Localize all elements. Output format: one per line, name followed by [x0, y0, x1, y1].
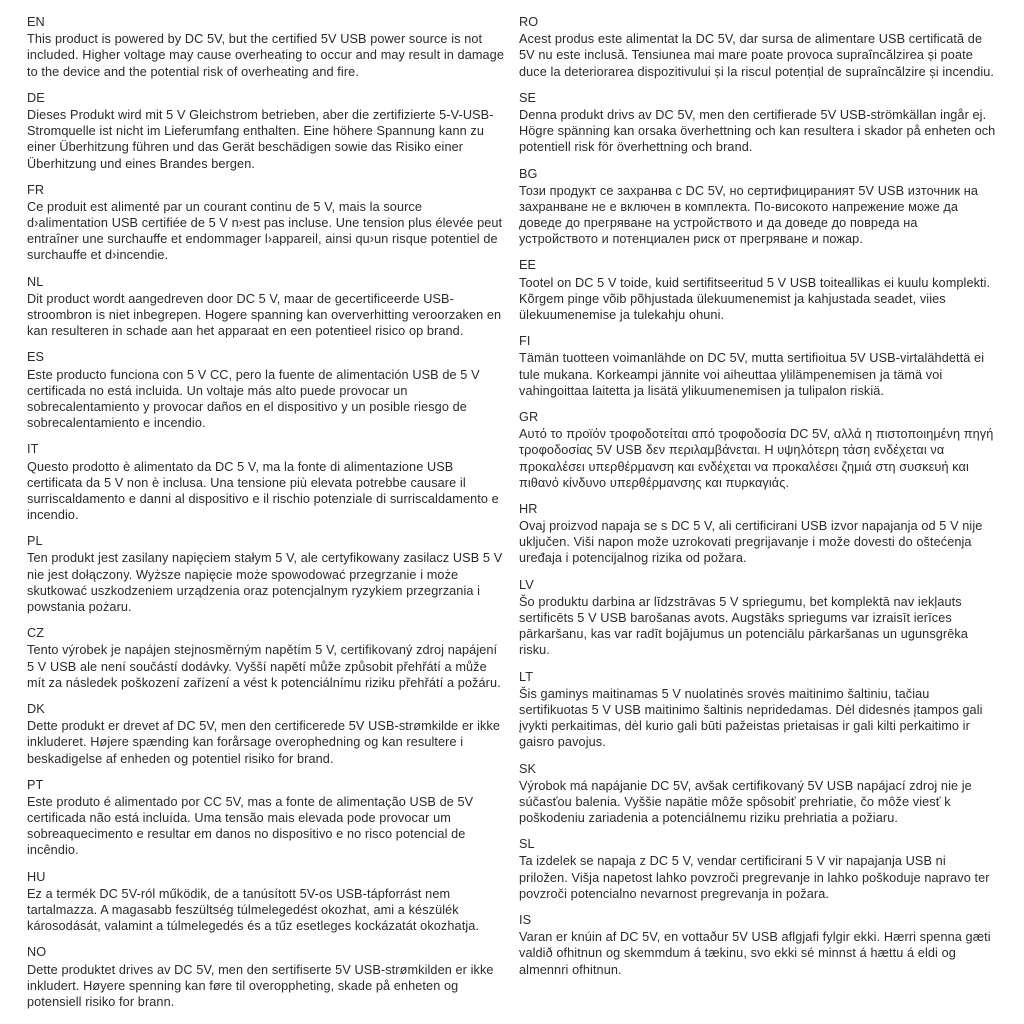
language-section: [27, 625, 505, 691]
language-section: [27, 182, 505, 264]
language-text: Denna produkt drivs av DC 5V, men den certifierade 5V USB-strömkällan ingår ej. Högre spänning kan orsaka överhettning och kan resultera i skador på enheten och potentiell risk för överhettning och brand.: [519, 107, 996, 155]
language-code: BG: [519, 166, 538, 181]
language-code: DE: [27, 90, 45, 105]
language-text: Ta izdelek se napaja z DC 5 V, vendar certificirani 5 V vir napajanja USB ni priložen. Višja napetost lahko povzroči pregrevanje in lahko poškoduje napravo ter povzroči potencialno nevarnost pregrevanja in požara.: [519, 854, 990, 901]
language-code: CZ: [27, 626, 45, 641]
left-column: [27, 14, 505, 1010]
language-section: [27, 944, 505, 1010]
language-text: Този продукт се захранва с DC 5V, но сертифицираният 5V USB източник на захранване не е включен в комплекта. По-високото напрежение може да доведе до прегряване на устройството и да доведе до повреда на устройството и потенциален риск от прегряване и пожар.: [519, 183, 979, 247]
language-code: EE: [519, 258, 537, 273]
language-text: Varan er knúin af DC 5V, en vottaður 5V USB aflgjafi fylgir ekki. Hærri spenna gæti valdið ofhitnun og skemmdum á tækinu, svo ekki sé minnst á hættu á eldi og almennri ofhitnun.: [519, 930, 991, 977]
language-section: [519, 761, 997, 827]
language-code: IT: [27, 442, 39, 457]
language-code: ES: [27, 350, 45, 365]
language-section: [27, 441, 505, 523]
language-text: Šis gaminys maitinamas 5 V nuolatinės srovės maitinimo šaltiniu, tačiau sertifikuotas 5 V USB maitinimo šaltinis nepridedamas. Dėl didesnės įtampos gali įvykti perkaitimas, dėl kurio gali būti pažeistas prietaisas ir gali kilti perkaitimo ir gaisro pavojus.: [519, 686, 983, 750]
language-code: FI: [519, 334, 531, 349]
language-code: HR: [519, 501, 538, 516]
language-code: FR: [27, 182, 45, 197]
language-text: Este produto é alimentado por CC 5V, mas a fonte de alimentação USB de 5V certificada não está incluída. Uma tensão mais elevada pode provocar um sobreaquecimento e resultar em danos no dispositivo e no risco potencial de incêndio.: [27, 794, 474, 858]
language-code: HU: [27, 869, 46, 884]
language-section: [27, 14, 505, 80]
language-text: Dit product wordt aangedreven door DC 5 V, maar de gecertificeerde USB-stroombron is niet inbegrepen. Hogere spanning kan oververhitting veroorzaken en kan resulteren in schade aan het apparaat en een potentieel risico op brand.: [27, 291, 502, 339]
language-section: [27, 701, 505, 767]
language-code: GR: [519, 409, 539, 424]
language-code: NO: [27, 945, 47, 960]
language-text: Ten produkt jest zasilany napięciem stałym 5 V, ale certyfikowany zasilacz USB 5 V nie jest dołączony. Wyższe napięcie może spowodować przegrzanie i może skutkować uszkodzeniem urządzenia oraz potencjalnym ryzykiem przegrzania i powstania pożaru.: [27, 551, 503, 614]
language-code: RO: [519, 15, 539, 29]
language-section: [27, 533, 505, 615]
language-section: [519, 912, 997, 978]
language-code: SL: [519, 837, 535, 852]
language-section: [519, 257, 997, 323]
right-column: [519, 14, 997, 1010]
language-code: EN: [27, 15, 45, 29]
language-text: Tento výrobek je napájen stejnosměrným napětím 5 V, certifikovaný zdroj napájení 5 V USB ale není součástí dodávky. Vyšší napětí může způsobit přehřátí a může mít za následek poškození zařízení a vést k potenciálnímu riziku přehřátí a požáru.: [27, 643, 501, 690]
language-text: Ovaj proizvod napaja se s DC 5 V, ali certificirani USB izvor napajanja od 5 V nije uključen. Viši napon može uzrokovati pregrijavanje i može dovesti do oštećenja uređaja i potencijalnog rizika od požara.: [519, 519, 983, 566]
language-code: PL: [27, 534, 43, 549]
language-text: Questo prodotto è alimentato da DC 5 V, ma la fonte di alimentazione USB certificata da 5 V non è inclusa. Una tensione più elevata potrebbe causare il surriscaldamento e danni al dispositivo e il rischio potenziale di surriscaldamento e incendio.: [27, 459, 499, 523]
language-section: [519, 409, 997, 491]
language-text: Αυτό το προϊόν τροφοδοτείται από τροφοδοσία DC 5V, αλλά η πιστοποιημένη πηγή τροφοδοσίας 5V USB δεν περιλαμβάνεται. Η υψηλότερη τάση ενδέχεται να προκαλέσει υπερθέρμανση και ενδέχεται να προκαλέσει ζημιά στη συσκευή και πιθανό κίνδυνο υπερθέρμανσης και πυρκαγιάς.: [519, 427, 994, 490]
language-code: SK: [519, 761, 537, 776]
language-code: PT: [27, 777, 44, 792]
language-code: NL: [27, 274, 44, 289]
language-code: SE: [519, 90, 537, 105]
language-text: Šo produktu darbina ar līdzstrāvas 5 V spriegumu, bet komplektā nav iekļauts sertificēts 5 V USB barošanas avots. Augstāks spriegums var izraisīt ierīces pārkaršanu, kas var radīt bojājumus un potenciālu pārkaršanas un ugunsgrēka risku.: [519, 594, 969, 658]
language-text: Dette produktet drives av DC 5V, men den sertifiserte 5V USB-strømkilden er ikke inkludert. Høyere spenning kan føre til overoppheting, skade på enheten og potensiell risiko for brann.: [27, 962, 494, 1009]
language-text: Dette produkt er drevet af DC 5V, men den certificerede 5V USB-strømkilde er ikke inkluderet. Højere spænding kan forårsage overophedning og kan resultere i beskadigelse af enheden og potentiel risiko for brand.: [27, 719, 501, 766]
language-text: Este producto funciona con 5 V CC, pero la fuente de alimentación USB de 5 V certificada no está incluida. Un voltaje más alto puede provocar un sobrecalentamiento y provocar daños en el dispositivo y un posible riesgo de sobrecalentamiento e incendio.: [27, 367, 480, 431]
language-section: [519, 166, 997, 248]
language-section: [27, 274, 505, 340]
language-section: [27, 777, 505, 859]
language-text: Acest produs este alimentat la DC 5V, dar sursa de alimentare USB certificată de 5V nu este inclusă. Tensiunea mai mare poate provoca supraîncălzirea și poate duce la deteriorarea dispozitivului și la riscul potențial de supraîncălzire și incendiu.: [519, 32, 995, 79]
language-section: [27, 869, 505, 935]
language-code: LV: [519, 577, 534, 592]
language-section: [519, 333, 997, 399]
language-code: IS: [519, 913, 532, 927]
language-code: LT: [519, 669, 534, 684]
language-text: Výrobok má napájanie DC 5V, avšak certifikovaný 5V USB napájací zdroj nie je súčasťou balenia. Vyššie napätie môže spôsobiť prehriatie, čo môže viesť k poškodeniu zariadenia a potenciálnemu riziku prehriatia a požiaru.: [519, 778, 972, 826]
language-section: [519, 90, 997, 156]
language-text: Ez a termék DC 5V-ról működik, de a tanúsított 5V-os USB-tápforrást nem tartalmazza. A magasabb feszültség túlmelegedést okozhat, ami a készülék károsodását, valamint a túlmelegedés és a tűz esetleges kockázatát okozhatja.: [27, 886, 480, 934]
language-text: Tootel on DC 5 V toide, kuid sertifitseeritud 5 V USB toiteallikas ei kuulu komplekti. Kõrgem pinge võib põhjustada ülekuumenemist ja kahjustada seadet, viies ülekuumenemise ja tulekahju ohuni.: [519, 275, 991, 322]
language-section: [519, 577, 997, 659]
notice-columns: [27, 14, 998, 1010]
language-section: [519, 501, 997, 567]
language-section: [27, 90, 505, 172]
language-text: Dieses Produkt wird mit 5 V Gleichstrom betrieben, aber die zertifizierte 5-V-USB-Stromquelle ist nicht im Lieferumfang enthalten. Eine höhere Spannung kann zu einer Überhitzung führen und das Gerät beschädigen sowie das Risiko einer Überhitzung und eines Brandes bergen.: [27, 107, 494, 171]
language-section: [519, 669, 997, 751]
language-text: This product is powered by DC 5V, but the certified 5V USB power source is not included. Higher voltage may cause overheating to occur and may result in damage to the device and the potential risk of overheating and fire.: [27, 32, 504, 79]
language-text: Ce produit est alimenté par un courant continu de 5 V, mais la source d›alimentation USB certifiée de 5 V n›est pas incluse. Une tension plus élevée peut entraîner une surchauffe et endommager l›appareil, ainsi qu›un risque potentiel de surchauffe et d›incendie.: [27, 199, 503, 263]
language-text: Tämän tuotteen voimanlähde on DC 5V, mutta sertifioitua 5V USB-virtalähdettä ei tule mukana. Korkeampi jännite voi aiheuttaa ylilämpenemisen ja tämä voi vahingoittaa laitetta ja lisätä ylikuumenemisen ja tulipalon riskiä.: [519, 351, 985, 398]
language-section: [519, 14, 997, 80]
language-code: DK: [27, 701, 45, 716]
language-section: [27, 349, 505, 431]
language-section: [519, 836, 997, 902]
